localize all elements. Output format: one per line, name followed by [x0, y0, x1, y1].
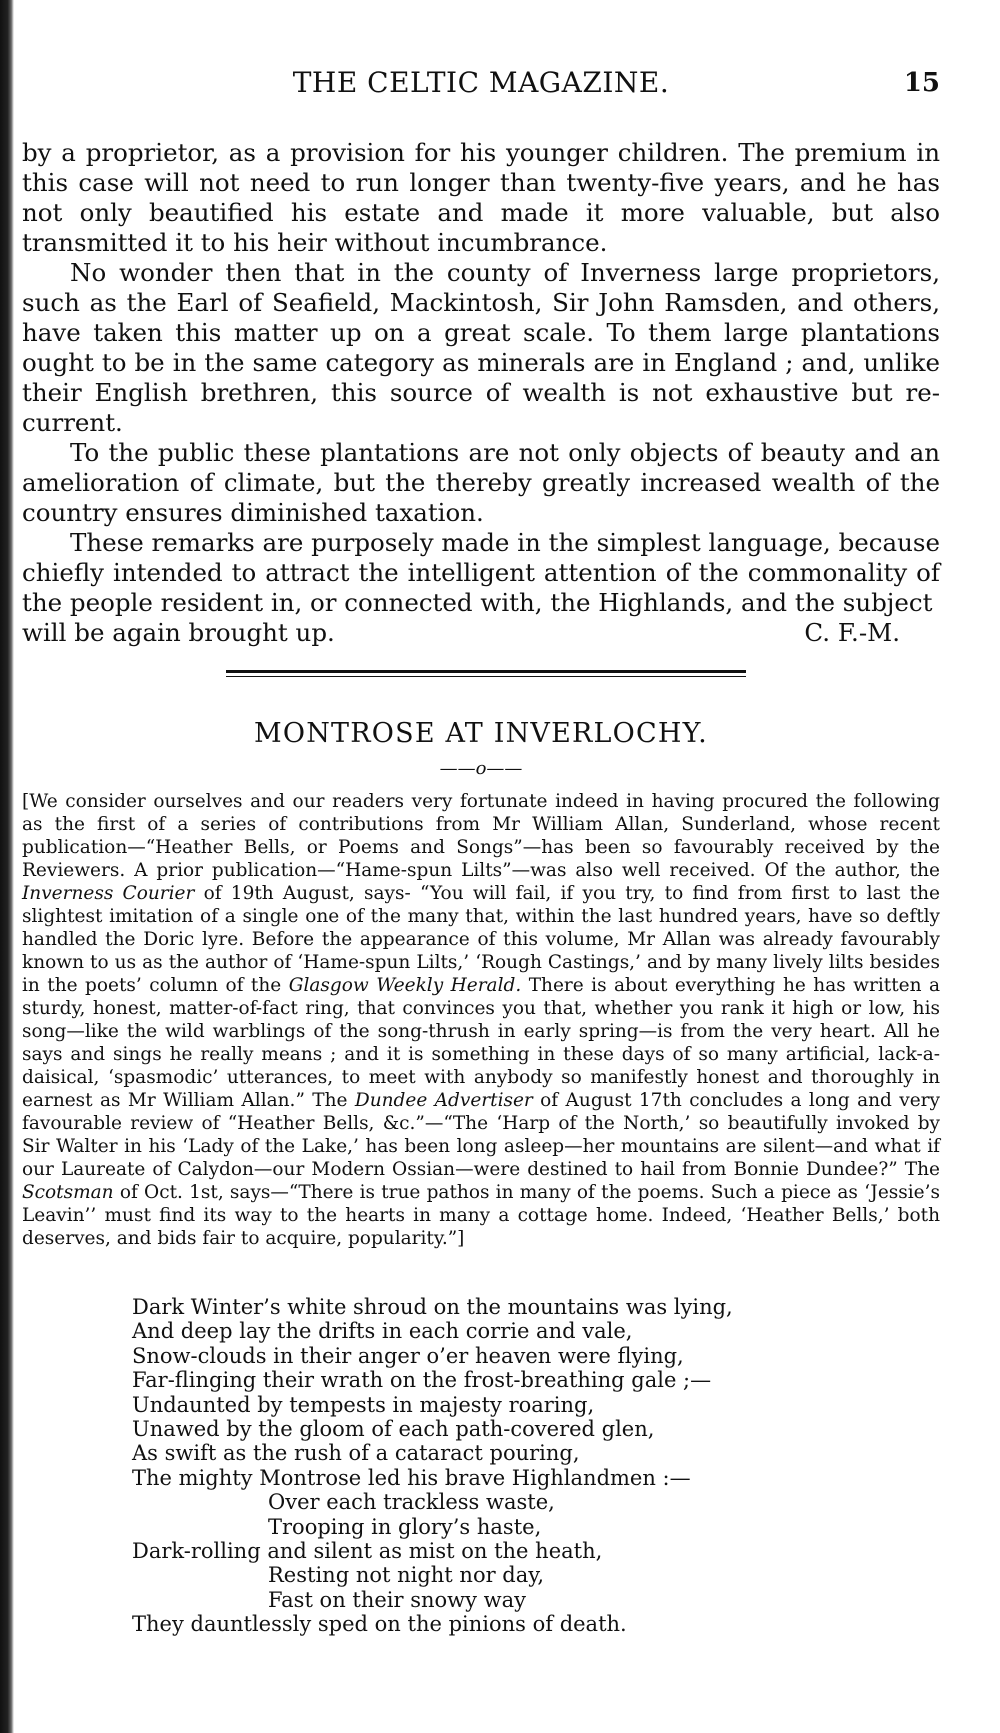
- paragraph-3: To the public these plantations are not only objects of beauty and an amelioration of climate, but the thereby greatly increased wealth of the country ensures diminished taxation.: [22, 438, 940, 527]
- note-part-1: [We consider ourselves and our readers very fortunate indeed in having procured the following as the first of a series of contributions from Mr William Allan, Sunderland, whose recent publication—“Heather Bells, or Poems and Songs”—has been so favourably received by the Reviewers. A prior publication—“Hame-spun Lilts”—was also well received. Of the author, the: [22, 791, 940, 881]
- poem-line: Undaunted by tempests in majesty roaring,: [132, 1392, 595, 1417]
- running-title: THE CELTIC MAGAZINE.: [292, 66, 670, 99]
- note-newspaper-scotsman: Scotsman: [22, 1182, 114, 1203]
- poem-line: Fast on their snowy way: [268, 1587, 527, 1612]
- poem-line: As swift as the rush of a cataract pouring,: [132, 1441, 580, 1466]
- paragraph-4-end: will be again brought up.: [22, 618, 335, 647]
- poem-line: They dauntlessly sped on the pinions of death.: [132, 1612, 627, 1637]
- poem-line: Resting not night nor day,: [268, 1563, 545, 1588]
- paragraph-1: by a proprietor, as a provision for his younger children. The premium in this case will not need to run longer than twenty-five years, and he has not only beautified his estate and made it more valuable, but also transmitted it to his heir without incumbrance.: [22, 138, 940, 257]
- note-part-9: of Oct. 1st, says—“There is true pathos in many of the poems. Such a piece as ‘Jessie’s Leavin’’ must find its way to the hearts in many a cottage home. Indeed, ‘Heather Bells,’ both deserves, and bids fair to acquire, popularity.”]: [22, 1182, 940, 1249]
- poem-line: Over each trackless waste,: [268, 1490, 555, 1515]
- paragraph-2: No wonder then that in the county of Inverness large proprietors, such as the Earl of Seafield, Mackintosh, Sir John Ramsden, and others, have taken this matter up on a great scale. To them large plantations ought to be in the same category as minerals are in England ; and, unlike their English brethren, this source of wealth is not exhaustive but re-current.: [22, 258, 940, 437]
- page-header: [22, 64, 940, 104]
- author-signature: C. F.-M.: [804, 618, 900, 647]
- poem-line: Far-flinging their wrath on the frost-breathing gale ;—: [132, 1368, 712, 1393]
- article-title: MONTROSE AT INVERLOCHY.: [254, 718, 708, 749]
- note-part-5: There is about everything he has written a sturdy, honest, matter-of-fact ring, that convinces you that, whether you rank it high or low, his song—like the wild warblings of the song-thrush in early spring—is from the very heart. All he says and sings he really means ; and it is something in these days of so many artificial, lack-a-daisical, ‘spasmodic’ utterances, to meet with anybody so manifestly honest and thoroughly in earnest as Mr William Allan.” The: [22, 975, 940, 1111]
- poem-line: And deep lay the drifts in each corrie and vale,: [132, 1319, 633, 1344]
- editor-note: [22, 790, 940, 1250]
- title-ornament: ——o——: [439, 758, 523, 779]
- section-divider-rule: [226, 670, 746, 677]
- paragraph-4: These remarks are purposely made in the simplest language, because chiefly intended to attract the intelligent attention of the commonality of the people resident in, or connected with, the Highlands, and the subject: [22, 528, 940, 617]
- poem: [132, 1295, 892, 1637]
- poem-line: Trooping in glory’s haste,: [268, 1514, 542, 1539]
- note-newspaper-inverness-courier: Inverness Courier: [22, 883, 195, 904]
- poem-line: Snow-clouds in their anger o’er heaven were flying,: [132, 1343, 684, 1368]
- note-newspaper-glasgow-weekly-herald: Glasgow Weekly Herald.: [288, 975, 522, 996]
- article-body-continued: [22, 138, 940, 648]
- poem-line: The mighty Montrose led his brave Highlandmen :—: [132, 1465, 691, 1490]
- note-newspaper-dundee-advertiser: Dundee Advertiser: [354, 1090, 533, 1111]
- page-number: 15: [903, 68, 940, 98]
- poem-line: Dark Winter’s white shroud on the mountains was lying,: [132, 1295, 733, 1319]
- page-binding-edge: [0, 0, 14, 1733]
- poem-line: Dark-rolling and silent as mist on the heath,: [132, 1539, 603, 1564]
- note-part-7: of August 17th concludes a long and very favourable review of “Heather Bells, &c.”—“The ‘Harp of the North,’ so beautifully invoked by Sir Walter in his ‘Lady of the Lake,’ has been long asleep—her mountains are silent—and what if our Laureate of Calydon—our Modern Ossian—were destined to hail from Bonnie Dundee?” The: [22, 1090, 940, 1180]
- note-part-3: of 19th August, says- “You will fail, if you try, to find from first to last the slightest imitation of a single one of the many that, within the last hundred years, have so deftly handled the Doric lyre. Before the appearance of this volume, Mr Allan was already favourably known to us as the author of ‘Hame-spun Lilts,’ ‘Rough Castings,’ and by many lively lilts besides in the poets’ column of the: [22, 883, 940, 996]
- poem-line: Unawed by the gloom of each path-covered glen,: [132, 1417, 655, 1442]
- closing-line: [22, 618, 940, 648]
